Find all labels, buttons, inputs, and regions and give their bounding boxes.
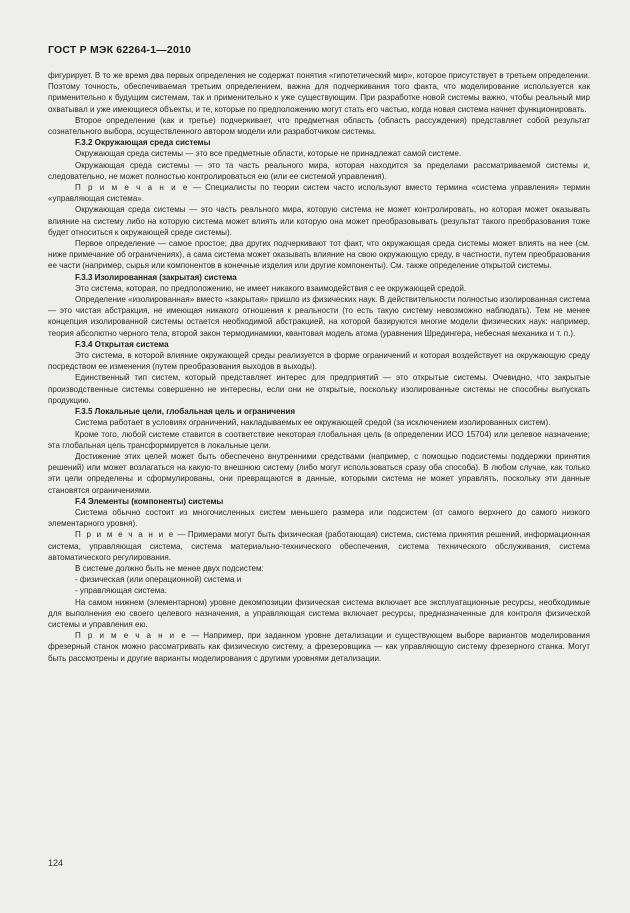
body-paragraph: Достижение этих целей может быть обеспечено внутренними средствами (например, с помощью подсистемы поддержки принятия решений) или может возлагаться на какую-то внешнюю систему (либо могут использоваться сразу оба способа). В любом случае, как только эти цели определены и сформулированы, они превращаются в данные, которыми система не может управлять, поскольку эти данные становятся ограничениями.	[48, 451, 590, 495]
body-paragraph: Кроме того, любой системе ставится в соответствие некоторая глобальная цель (в определении ИСО 15704) или целевое назначение; эта глобальная цель трансформируется в локальные цели.	[48, 429, 590, 450]
body-paragraph: Это система, в которой влияние окружающей среды реализуется в форме ограничений и которая воздействует на окружающую среду посредством ее изменения (путем преобразования выходов в выходы).	[48, 351, 590, 372]
document-body	[48, 70, 590, 664]
section-heading: F.4 Элементы (компоненты) системы	[75, 496, 224, 506]
body-paragraph: Система обычно состоит из многочисленных систем меньшего размера или подсистем (от самого верхнего до самого низкого элементарного уровня).	[48, 507, 590, 529]
section-heading: F.3.4 Открытая система	[75, 339, 169, 349]
note-label: П р и м е ч а н и е	[75, 530, 175, 540]
note-paragraph	[48, 529, 590, 563]
section-heading: F.3.5 Локальные цели, глобальная цель и ограничения	[75, 407, 296, 417]
body-paragraph: - физическая (или операционной) система и	[75, 575, 242, 585]
body-paragraph: В системе должно быть не менее двух подсистем:	[75, 563, 264, 573]
body-paragraph: Окружающая среда системы — это та часть реального мира, которая находится за пределами рассматриваемой системы и, следовательно, не может полностью контролироваться ею (или ее системой управления).	[48, 160, 590, 181]
note-label: П р и м е ч а н и е	[75, 183, 189, 193]
page-header: ГОСТ Р МЭК 62264-1—2010	[48, 44, 192, 56]
body-paragraph: Система работает в условиях ограничений, накладываемых ее окружающей средой (за исключением изолированных систем).	[75, 418, 551, 428]
section-heading: F.3.3 Изолированная (закрытая) система	[75, 272, 237, 282]
page-number: 124	[48, 858, 64, 868]
body-paragraph: Определение «изолированная» вместо «закрытая» пришло из физических наук. В действительности полностью изолированная система — это чистая абстракция, не имеющая никакого отношения к реальности (то есть такую систему невозможно наблюдать). Тем не менее концепция изолированной системы остается необходимой абстракцией, на которой базируются многие модели физических наук: например, теория абсолютно черного тела, второй закон термодинамики, квантовая модель атома (уравнения Шредингера, небесная механика и т. п.).	[48, 295, 590, 338]
body-paragraph: Окружающая среда системы — это часть реального мира, которую система не может контролировать, но которая может оказывать влияние на систему либо на которую система может влиять или которую она может преобразовывать (результат такого преобразования тоже будет относиться к окружающей среде системы).	[48, 205, 590, 237]
body-paragraph: Единственный тип систем, который представляет интерес для предприятий — это открытые системы. Очевидно, что закрытые производственные системы совершенно не интересны, если они не открытые, поскольку изолированные системы не способны выпускать продукцию.	[48, 373, 590, 405]
body-paragraph: Второе определение (как и третье) подчеркивает, что предметная область (область рассуждения) представляет собой результат сознательного выбора, осуществленного автором модели или разработчиком системы.	[48, 115, 590, 137]
body-paragraph: На самом нижнем (элементарном) уровне декомпозиции физическая система включает все эксплуатационные ресурсы, необходимые для выполнения ею своего целевого назначения, а управляющая система включает ресурсы, предназначенные для контроля физической системы и управления ею.	[48, 597, 590, 629]
body-paragraph: фигурирует. В то же время два первых определения не содержат понятия «гипотетический мир», которое присутствует в третьем определении. Поэтому точность, обеспечиваемая третьим определением, важна для подчеркивания того факта, что моделирование используется как применительно к будущим системам, так и применительно к уже существующим. При разработке новой системы важно, чтобы реальный мир охватывал и уже имеющиеся объекты, и те, которые по предположению могут стать его частью, когда новая система начнет функционировать.	[48, 71, 590, 114]
body-paragraph: Первое определение — самое простое; два других подчеркивают тот факт, что окружающая среда системы может влиять на нее (см. ниже примечание об ограничениях), а сама система может оказывать влияние на свою окружающую среду, в частности, путем преобразования ее части (например, сырья или компонентов в конечные изделия или другие компоненты). См. также определение открытой системы.	[48, 239, 590, 271]
section-heading: F.3.2 Окружающая среда системы	[75, 138, 211, 148]
note-paragraph	[48, 182, 590, 204]
body-paragraph: - управляющая система.	[75, 586, 167, 596]
body-paragraph: Окружающая среда системы — это все предметные области, которые не принадлежат самой системе.	[75, 149, 462, 159]
note-paragraph	[48, 630, 590, 664]
note-text: — Специалисты по теории систем часто используют вместо термина «система управления» термин «управляющая система».	[48, 183, 590, 204]
note-text: — Например, при заданном уровне детализации и существующем выборе вариантов моделирования фрезерный станок можно рассматривать как физическую систему, а фрезеровщика — как управляющую систему фрезерного станка. Могут быть рассмотрены и другие варианты моделирования с другими уровнями детализации.	[48, 631, 590, 663]
body-paragraph: Это система, которая, по предположению, не имеет никакого взаимодействия с ее окружающей средой.	[75, 283, 467, 293]
note-text: — Примерами могут быть физическая (работающая) система, система принятия решений, информационная система, управляющая система, система материально-технического обеспечения, система технического обслуживания, система автоматического регулирования.	[48, 530, 591, 562]
note-label: П р и м е ч а н и е	[75, 631, 188, 641]
